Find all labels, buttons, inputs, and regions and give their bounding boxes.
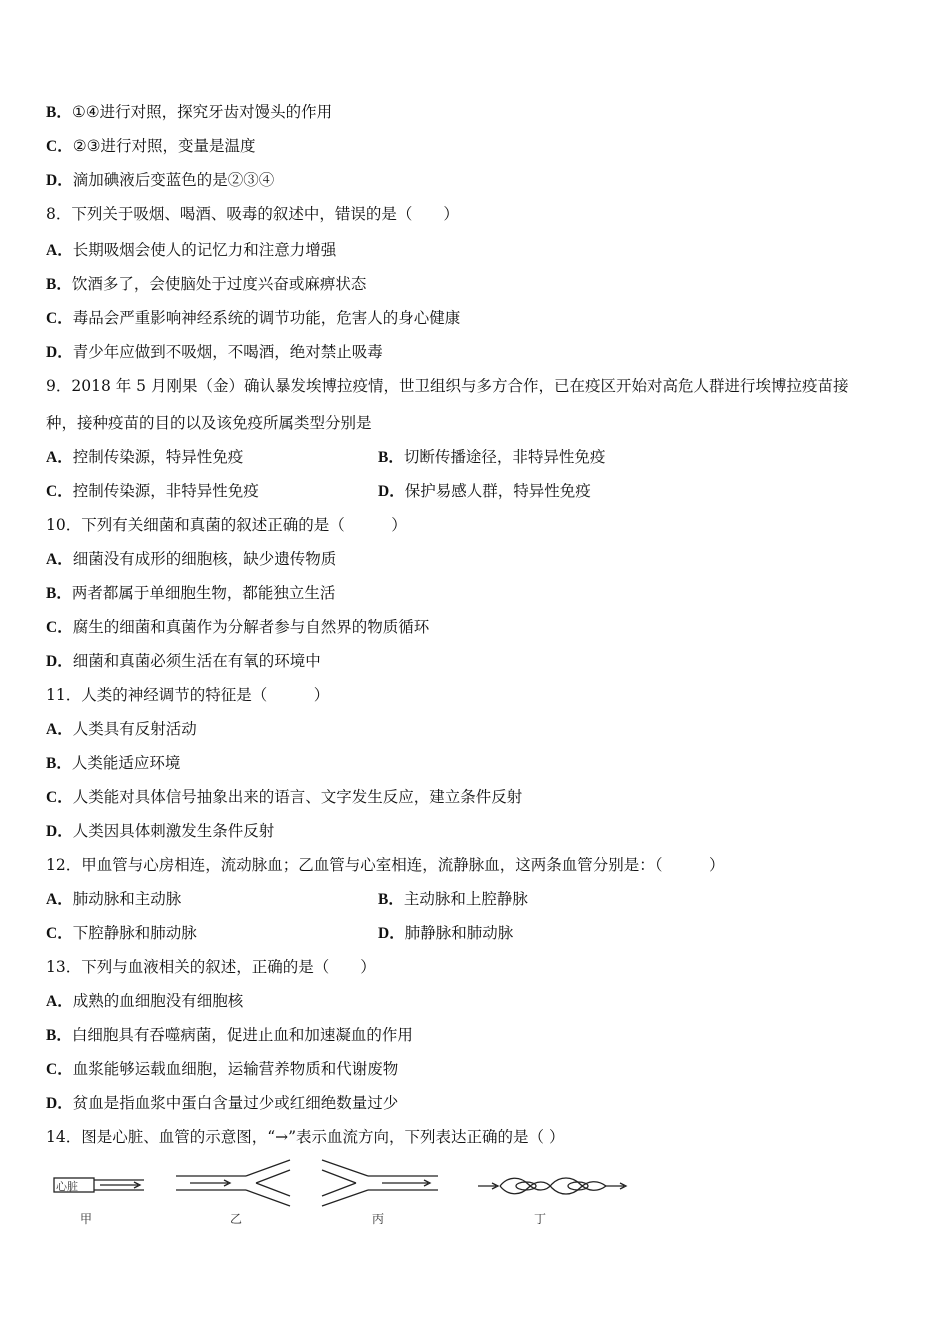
option-text: 青少年应做到不吸烟，不喝酒，绝对禁止吸毒 xyxy=(72,343,383,361)
q13-option-d xyxy=(46,1093,398,1114)
q9-stem-line2: 种，接种疫苗的目的以及该免疫所属类型分别是 xyxy=(46,414,372,432)
q13-option-c xyxy=(46,1059,398,1080)
option-text: 主动脉和上腔静脉 xyxy=(403,890,528,908)
capillary-loop-1 xyxy=(516,1182,536,1190)
q8-option-a xyxy=(46,240,336,261)
option-key: D． xyxy=(46,172,73,189)
option-text: 人类因具体刺激发生条件反射 xyxy=(72,822,275,840)
option-text: 白细胞具有吞噬病菌，促进止血和加速凝血的作用 xyxy=(71,1026,413,1044)
option-key: B． xyxy=(378,449,404,466)
option-text: 人类能适应环境 xyxy=(71,754,181,772)
q9-option-b xyxy=(378,447,605,468)
q11-option-b xyxy=(46,753,180,774)
vessel-yi-branch-down-inner xyxy=(256,1183,290,1196)
option-text: 肺动脉和主动脉 xyxy=(72,890,182,908)
figure-label-ding: 丁 xyxy=(534,1212,547,1226)
q7-option-d xyxy=(46,170,274,191)
option-key: D． xyxy=(46,1095,73,1112)
vessel-bing-branch-down-inner xyxy=(322,1183,356,1196)
q8-option-d xyxy=(46,342,383,363)
q12-option-c xyxy=(46,923,197,944)
option-key: B． xyxy=(46,585,72,602)
option-key: B． xyxy=(46,276,72,293)
q10-option-a xyxy=(46,549,336,570)
option-key: D． xyxy=(378,925,405,942)
option-text: 贫血是指血浆中蛋白含量过少或红细绝数量过少 xyxy=(72,1094,399,1112)
vessel-yi-branch-up-outer xyxy=(246,1160,290,1176)
option-text: 滴加碘液后变蓝色的是②③④ xyxy=(72,171,275,189)
q12-option-d xyxy=(378,923,513,944)
option-key: B． xyxy=(46,1027,72,1044)
option-key: C． xyxy=(46,483,73,500)
option-key: B． xyxy=(46,755,72,772)
option-text: 控制传染源，非特异性免疫 xyxy=(72,482,259,500)
q10-option-b xyxy=(46,583,335,604)
option-key: D． xyxy=(46,344,73,361)
option-key: D． xyxy=(46,653,73,670)
vessel-bing-branch-up-inner xyxy=(322,1170,356,1183)
figure-label-jia: 甲 xyxy=(80,1212,93,1226)
q9-option-c xyxy=(46,481,259,502)
option-text: 两者都属于单细胞生物，都能独立生活 xyxy=(71,584,336,602)
q9-stem-line1: 9．2018 年 5 月刚果（金）确认暴发埃博拉疫情，世卫组织与多方合作，已在疫区开始对高危人群进行埃博拉疫苗接 xyxy=(46,377,849,395)
option-key: A． xyxy=(46,242,73,259)
option-text: 人类具有反射活动 xyxy=(72,720,197,738)
q12-option-b xyxy=(378,889,528,910)
option-text: 毒品会严重影响神经系统的调节功能，危害人的身心健康 xyxy=(72,309,461,327)
option-text: 切断传播途径，非特异性免疫 xyxy=(403,448,606,466)
option-text: 血浆能够运载血细胞，运输营养物质和代谢废物 xyxy=(72,1060,399,1078)
q9-option-a xyxy=(46,447,243,468)
q11-option-a xyxy=(46,719,197,740)
heart-label: 心脏 xyxy=(56,1180,78,1193)
vessel-bing-branch-up-outer xyxy=(322,1160,368,1176)
option-key: A． xyxy=(46,449,73,466)
option-text: ②③进行对照，变量是温度 xyxy=(72,137,256,155)
q8-option-c xyxy=(46,308,460,329)
option-text: 细菌没有成形的细胞核，缺少遗传物质 xyxy=(72,550,337,568)
option-text: 保护易感人群，特异性免疫 xyxy=(404,482,591,500)
option-text: 控制传染源，特异性免疫 xyxy=(72,448,244,466)
option-text: 饮酒多了，会使脑处于过度兴奋或麻痹状态 xyxy=(71,275,367,293)
vessel-yi-branch-up-inner xyxy=(256,1170,290,1183)
q10-option-c xyxy=(46,617,429,638)
option-key: A． xyxy=(46,721,73,738)
option-text: 细菌和真菌必须生活在有氧的环境中 xyxy=(72,652,321,670)
q11-option-d xyxy=(46,821,274,842)
option-key: A． xyxy=(46,993,73,1010)
figure-label-bing: 丙 xyxy=(372,1212,385,1226)
q11-option-c xyxy=(46,787,522,808)
q14-stem: 14．图是心脏、血管的示意图，“→”表示血流方向，下列表达正确的是（ ） xyxy=(46,1128,565,1146)
option-text: ①④进行对照，探究牙齿对馒头的作用 xyxy=(71,103,333,121)
option-key: A． xyxy=(46,551,73,568)
option-text: 腐生的细菌和真菌作为分解者参与自然界的物质循环 xyxy=(72,618,430,636)
q12-stem: 12．甲血管与心房相连，流动脉血；乙血管与心室相连，流静脉血，这两条血管分别是：（ ） xyxy=(46,856,725,874)
q7-option-c xyxy=(46,136,256,157)
option-text: 下腔静脉和肺动脉 xyxy=(72,924,197,942)
q8-option-b xyxy=(46,274,366,295)
q11-stem: 11．人类的神经调节的特征是（ ） xyxy=(46,686,330,704)
option-text: 长期吸烟会使人的记忆力和注意力增强 xyxy=(72,241,337,259)
vessel-bing-branch-down-outer xyxy=(322,1190,368,1206)
option-key: C． xyxy=(46,1061,73,1078)
option-key: C． xyxy=(46,310,73,327)
q13-option-b xyxy=(46,1025,413,1046)
option-key: B． xyxy=(46,104,72,121)
option-key: C． xyxy=(46,789,73,806)
option-key: A． xyxy=(46,891,73,908)
option-text: 成熟的血细胞没有细胞核 xyxy=(72,992,244,1010)
option-text: 人类能对具体信号抽象出来的语言、文字发生反应，建立条件反射 xyxy=(72,788,523,806)
q13-option-a xyxy=(46,991,243,1012)
option-key: D． xyxy=(46,823,73,840)
vessel-yi-branch-down-outer xyxy=(246,1190,290,1206)
q12-option-a xyxy=(46,889,181,910)
q9-option-d xyxy=(378,481,591,502)
q14-figure xyxy=(50,1158,650,1230)
option-key: C． xyxy=(46,619,73,636)
option-key: C． xyxy=(46,925,73,942)
q10-option-d xyxy=(46,651,321,672)
option-key: B． xyxy=(378,891,404,908)
vessel-diagram xyxy=(50,1158,650,1230)
capillary-loop-2 xyxy=(568,1182,588,1190)
q7-option-b xyxy=(46,102,332,123)
q8-stem: 8．下列关于吸烟、喝酒、吸毒的叙述中，错误的是（ ） xyxy=(46,205,459,223)
option-key: C． xyxy=(46,138,73,155)
option-key: D． xyxy=(378,483,405,500)
q10-stem: 10．下列有关细菌和真菌的叙述正确的是（ ） xyxy=(46,516,407,534)
option-text: 肺静脉和肺动脉 xyxy=(404,924,514,942)
figure-label-yi: 乙 xyxy=(230,1212,243,1226)
q13-stem: 13．下列与血液相关的叙述，正确的是（ ） xyxy=(46,958,376,976)
